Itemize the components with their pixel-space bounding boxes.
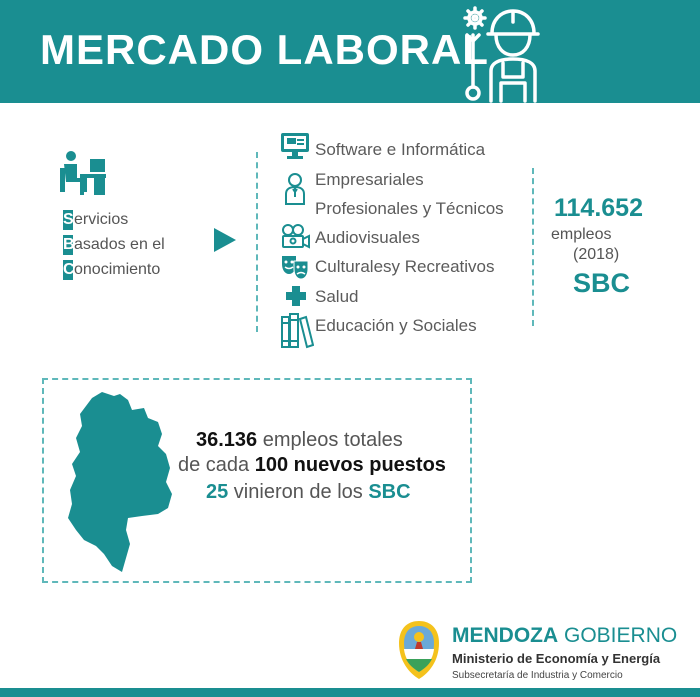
medical-cross-icon: [285, 285, 307, 312]
page-title: MERCADO LABORAL: [40, 26, 489, 73]
sector-salud: Salud: [315, 287, 359, 306]
sbc-line-3: Conocimiento: [63, 261, 161, 278]
divider-left: [256, 152, 258, 332]
stat-total-employment: 36.136 empleos totales: [196, 429, 403, 451]
film-camera-icon: [280, 224, 310, 255]
employment-year: (2018): [573, 246, 620, 263]
sector-educacion: Educación y Sociales: [315, 316, 477, 335]
sector-profesionales: Profesionales y Técnicos: [315, 199, 504, 218]
employment-label: empleos: [551, 226, 612, 243]
sector-culturales: Culturalesy Recreativos: [315, 257, 495, 276]
subsecretaria-name: Subsecretaría de Industria y Comercio: [452, 670, 623, 681]
sector-software: Software e Informática: [315, 140, 486, 159]
government-name: MENDOZA GOBIERNO: [452, 624, 678, 647]
arrow-right-icon: [214, 228, 236, 252]
ministry-name: Ministerio de Economía y Energía: [452, 651, 661, 666]
mendoza-map: [62, 390, 177, 580]
theater-masks-icon: [280, 254, 310, 285]
stat-sbc-share: 25 vinieron de los SBC: [206, 481, 411, 503]
footer-bar: [0, 688, 700, 697]
employment-number: 114.652: [554, 194, 643, 222]
books-icon: [280, 311, 314, 354]
employment-acronym: SBC: [573, 268, 631, 298]
sbc-line-2: Basados en el: [63, 236, 165, 253]
sector-empresariales: Empresariales: [315, 170, 424, 189]
stat-new-jobs: de cada 100 nuevos puestos: [178, 454, 446, 476]
businessman-icon: [284, 172, 306, 211]
divider-right: [532, 168, 534, 326]
mendoza-coat-of-arms-logo: [397, 619, 441, 686]
sector-audiovisuales: Audiovisuales: [315, 228, 420, 247]
worker-icon: [455, 5, 555, 108]
person-at-computer-desk-icon: [58, 150, 108, 201]
computer-monitor-icon: [280, 132, 310, 165]
sbc-line-1: Servicios: [63, 211, 129, 228]
